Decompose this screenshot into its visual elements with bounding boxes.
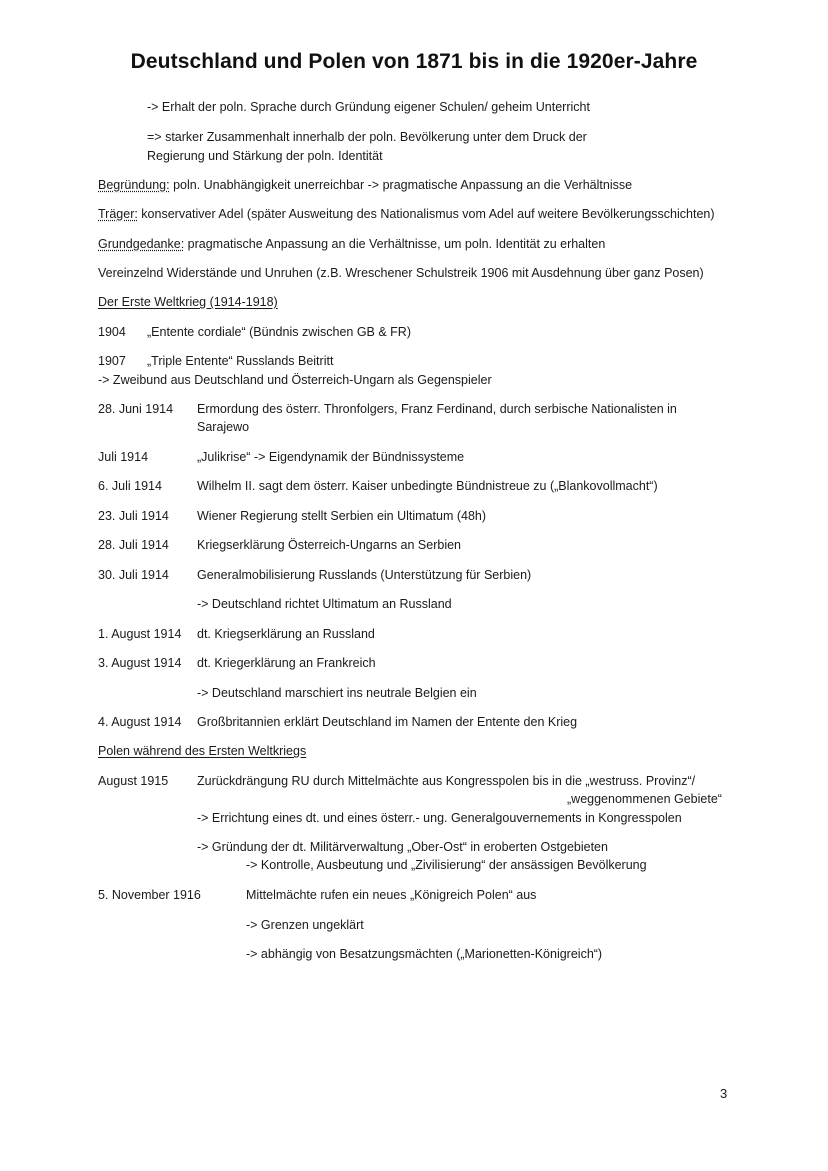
event-date: 23. Juli 1914 [98,509,169,523]
event-date: 1904 [98,325,126,339]
event-text: „weggenommenen Gebiete“ [567,792,722,806]
event-text: dt. Kriegserklärung an Russland [197,627,375,641]
page-title: Deutschland und Polen von 1871 bis in die 1920er-Jahre [130,50,698,73]
widerstaende-line: Vereinzelnd Widerstände und Unruhen (z.B. Wreschener Schulstreik 1906 mit Ausdehnung über ganz Posen) [98,266,704,280]
event-date: 1907 [98,354,126,368]
event-text: Sarajewo [197,420,250,434]
section-heading-polen: Polen während des Ersten Weltkriegs [98,744,307,758]
event-subtext: -> abhängig von Besatzungsmächten („Marionetten-Königreich“) [246,947,603,961]
event-date: 4. August 1914 [98,715,182,729]
traeger-line [98,207,715,222]
event-date: August 1915 [98,774,169,788]
event-text: „Triple Entente“ Russlands Beitritt [147,354,334,368]
grundgedanke-label: Grundgedanke: [98,237,185,251]
event-date: 28. Juni 1914 [98,402,174,416]
event-subtext: -> Errichtung eines dt. und eines österr.- ung. Generalgouvernements in Kongresspolen [197,811,682,825]
begruendung-line [98,178,632,193]
event-text: Wilhelm II. sagt dem österr. Kaiser unbedingte Bündnistreue zu („Blankovollmacht“) [197,479,658,493]
event-text: „Entente cordiale“ (Bündnis zwischen GB & FR) [147,325,411,339]
page-number: 3 [720,1086,728,1101]
intro-line-3: Regierung und Stärkung der poln. Identität [147,149,383,163]
event-text: Zurückdrängung RU durch Mittelmächte aus Kongresspolen bis in die „westruss. Provinz“/ [197,774,696,788]
traeger-text: konservativer Adel (später Ausweitung des Nationalismus vom Adel auf weitere Bevölkerungsschichten) [137,207,715,221]
intro-line-2: => starker Zusammenhalt innerhalb der poln. Bevölkerung unter dem Druck der [147,130,587,144]
event-subtext: -> Kontrolle, Ausbeutung und „Zivilisierung“ der ansässigen Bevölkerung [246,858,647,872]
event-text: dt. Kriegerklärung an Frankreich [197,656,376,670]
traeger-label: Träger: [98,207,138,221]
event-text: Kriegserklärung Österreich-Ungarns an Serbien [197,538,462,552]
event-subtext: -> Deutschland richtet Ultimatum an Russland [197,597,452,611]
begruendung-label: Begründung: [98,178,170,192]
section-heading-weltkrieg: Der Erste Weltkrieg (1914-1918) [98,295,278,309]
event-date: 1. August 1914 [98,627,182,641]
event-date: 30. Juli 1914 [98,568,169,582]
intro-line-1: -> Erhalt der poln. Sprache durch Gründung eigener Schulen/ geheim Unterricht [147,100,590,114]
event-date: 6. Juli 1914 [98,479,162,493]
event-date: 28. Juli 1914 [98,538,169,552]
event-subtext: -> Grenzen ungeklärt [246,918,364,932]
event-text: Mittelmächte rufen ein neues „Königreich Polen“ aus [246,888,537,902]
event-date: 3. August 1914 [98,656,182,670]
event-text: Generalmobilisierung Russlands (Unterstützung für Serbien) [197,568,532,582]
event-text: Großbritannien erklärt Deutschland im Namen der Entente den Krieg [197,715,578,729]
grundgedanke-text: pragmatische Anpassung an die Verhältnisse, um poln. Identität zu erhalten [184,237,606,251]
event-text: „Julikrise“ -> Eigendynamik der Bündnissysteme [197,450,465,464]
event-text: Wiener Regierung stellt Serbien ein Ultimatum (48h) [197,509,487,523]
event-subtext: -> Gründung der dt. Militärverwaltung „Ober-Ost“ in eroberten Ostgebieten [197,840,608,854]
grundgedanke-line [98,237,605,252]
event-date: 5. November 1916 [98,888,201,902]
event-subtext: -> Zweibund aus Deutschland und Österreich-Ungarn als Gegenspieler [98,373,492,387]
event-text: Ermordung des österr. Thronfolgers, Franz Ferdinand, durch serbische Nationalisten in [197,402,677,416]
event-subtext: -> Deutschland marschiert ins neutrale Belgien ein [197,686,477,700]
begruendung-text: poln. Unabhängigkeit unerreichbar -> pragmatische Anpassung an die Verhältnisse [169,178,633,192]
event-date: Juli 1914 [98,450,149,464]
